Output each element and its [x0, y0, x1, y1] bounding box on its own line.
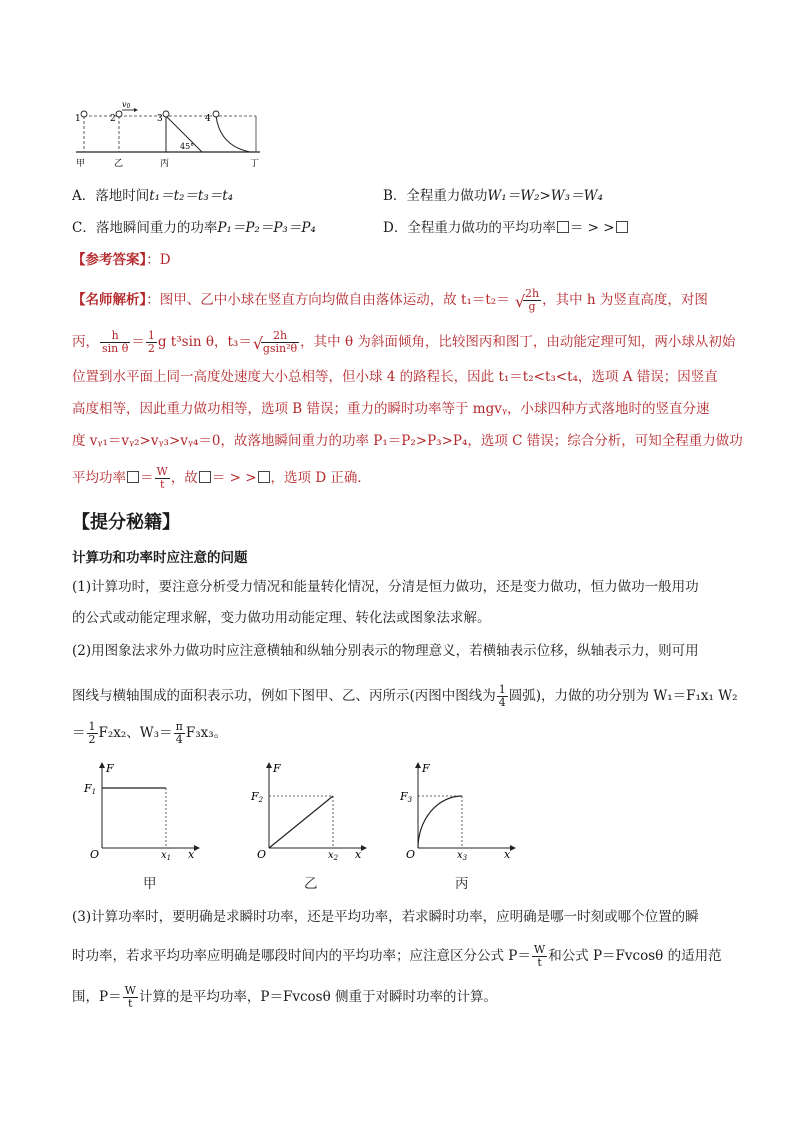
caption-yi: 乙: [304, 876, 318, 892]
label-2: 2: [110, 114, 116, 124]
label-1: 1: [75, 114, 81, 124]
answer-value: ：D: [146, 252, 171, 268]
analysis-line-1: 【名师解析】：图甲、乙中小球在竖直方向均做自由落体运动，故 t₁＝t₂＝ √ 2h g ，其中 h 为竖直高度，对图: [72, 287, 708, 313]
label-3: 3: [157, 114, 163, 124]
graph-bing-F: F: [422, 762, 430, 775]
analysis-line-3: 位置到水平面上同一高度处速度大小总相等，但小球 4 的路程长，因此 t₁＝t₂<t₃<t₄，选项 A 错误；因竖直: [72, 369, 718, 385]
analysis-line-6: 平均功率 ＝ $\frac{W}{t}$ ，故 ＝ > > ，选项 D 正确．: [72, 465, 371, 491]
tips-p2b: 图线与横轴围成的面积表示功，例如下图甲、乙、丙所示(丙图中图线为 $\frac{1}{4}$ 圆弧)，力做的功分别为 W₁＝F₁x₁ W₂: [72, 683, 738, 709]
ball-2: [116, 111, 122, 117]
tips-p3a: (3)计算功率时，要明确是求瞬时功率，还是平均功率，若求瞬时功率，应明确是哪一时刻或哪个位置的瞬: [72, 909, 699, 925]
graph-bing-x3: $x_3$: [457, 850, 468, 860]
base-yi: 乙: [114, 159, 124, 169]
graph-jia-F1: F1: [84, 782, 97, 796]
base-jia: 甲: [76, 159, 86, 169]
analysis-line-2: 丙， $\frac{h}{\text{sin θ}}$ ＝ $\frac{1}{2}$ g t³sin θ，t₃＝ √ 2h gsin²θ ，其中 θ 为斜面倾角，比较图丙和图丁，由动能定理可知，两小球从初始: [72, 329, 736, 355]
option-a: A．落地时间t₁＝t₂＝t₃＝t₄: [72, 188, 234, 204]
v0-label: v0: [122, 100, 131, 110]
graph-yi-F2: F2: [251, 790, 264, 804]
caption-bing: 丙: [455, 876, 469, 892]
tips-p3b: 时功率，若求平均功率应明确是哪段时间内的平均功率；应注意区分公式 P＝ $\frac{W}{t}$ 和公式 P＝Fvcosθ 的适用范: [72, 943, 722, 969]
graph-jia-F: F: [106, 762, 114, 775]
analysis-line-4: 高度相等，因此重力做功相等，选项 B 错误；重力的瞬时功率等于 mgvᵧ，小球四种方式落地时的竖直分速: [72, 401, 710, 417]
option-b: B．全程重力做功W₁＝W₂>W₃＝W₄: [383, 188, 603, 204]
tips-subtitle: 计算功和功率时应注意的问题: [72, 550, 248, 566]
caption-jia: 甲: [143, 876, 157, 892]
reference-answer: [72, 250, 171, 270]
graph-bing: [398, 760, 528, 860]
graph-jia: [82, 760, 212, 860]
tips-p1b: 的公式或动能定理求解，变力做功用动能定理、转化法或图象法求解。: [72, 610, 491, 626]
tips-p3c: 围，P＝ $\frac{W}{t}$ 计算的是平均功率，P＝Fvcosθ 侧重于对瞬时功率的计算。: [72, 984, 498, 1010]
graph-yi-x2: $x_2$: [328, 850, 339, 860]
base-ding: 丁: [250, 159, 260, 169]
graph-yi-F: F: [273, 762, 281, 775]
tips-p2a: (2)用图象法求外力做功时应注意横轴和纵轴分别表示的物理意义，若横轴表示位移，纵轴表示力，则可用: [72, 643, 699, 659]
graph-bing-x: x: [504, 848, 511, 860]
option-c: C．落地瞬间重力的功率P₁＝P₂＝P₃＝P₄: [72, 220, 316, 236]
ball-1: [81, 111, 87, 117]
motion-diagram: [70, 100, 270, 170]
graph-bing-O: O: [406, 848, 416, 860]
graph-jia-x: x: [188, 848, 195, 860]
tips-p2c: ＝ $\frac{1}{2}$ F₂x₂、W₃＝ $\frac{\pi}{4}$ F₃x₃。: [72, 720, 228, 746]
angle-label: 45°: [180, 142, 195, 151]
ball-4: [213, 111, 219, 117]
graph-yi-x: x: [355, 848, 362, 860]
ball-3: [163, 111, 169, 117]
graph-bing-F3: F3: [400, 790, 413, 804]
base-bing: 丙: [160, 159, 170, 169]
tips-p1a: (1)计算功时，要注意分析受力情况和能量转化情况，分清是恒力做功，还是变力做功，恒力做功一般用功: [72, 579, 699, 595]
label-4: 4: [205, 114, 211, 124]
graph-jia-O: O: [90, 848, 100, 860]
analysis-line-5: 度 vᵧ₁＝vᵧ₂>vᵧ₃>vᵧ₄＝0，故落地瞬间重力的功率 P₁＝P₂>P₃>P₄，选项 C 错误；综合分析，可知全程重力做功: [72, 433, 743, 449]
answer-label: 【参考答案】: [72, 252, 147, 268]
tips-title: 【提分秘籍】: [72, 512, 180, 533]
graph-yi-O: O: [257, 848, 267, 860]
graph-yi: [249, 760, 379, 860]
option-d: D．全程重力做功的平均功率 ＝ > >: [383, 218, 629, 238]
graph-jia-x1: $x_1$: [161, 850, 172, 860]
